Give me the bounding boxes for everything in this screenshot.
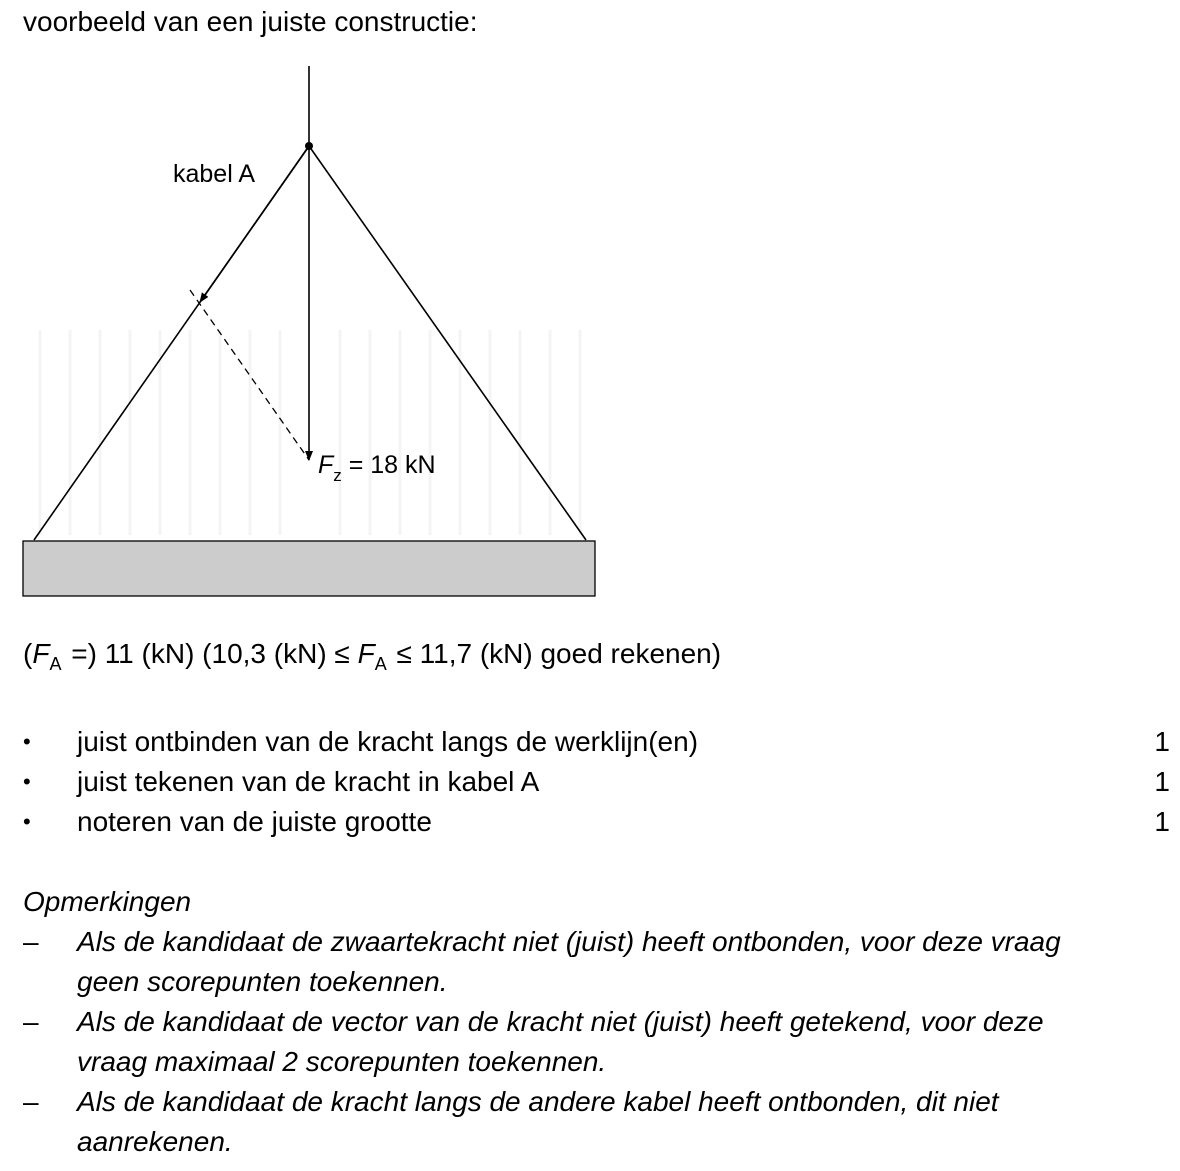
criterion-text: noteren van de juiste grootte bbox=[77, 806, 432, 837]
background-hatching bbox=[40, 330, 580, 535]
dash-icon: – bbox=[23, 926, 39, 957]
bullet-icon: • bbox=[23, 809, 31, 834]
criterion-text: juist ontbinden van de kracht langs de werklijn(en) bbox=[77, 726, 699, 757]
criterion-points: 1 bbox=[1154, 726, 1170, 757]
intro-text: voorbeeld van een juiste constructie: bbox=[23, 6, 478, 37]
dash-icon: – bbox=[23, 1006, 39, 1037]
remark-item bbox=[23, 1082, 1117, 1162]
gravity-force-label: $F_z = 18$ kN bbox=[318, 451, 436, 485]
remark-text: Als de kandidaat de zwaartekracht niet (juist) heeft ontbonden, voor deze vraag geen scorepunten toekennen. bbox=[77, 926, 1061, 997]
criterion-row bbox=[0, 802, 1180, 842]
scoring-criteria bbox=[0, 722, 1180, 842]
remark-item bbox=[23, 1002, 1117, 1082]
criterion-row bbox=[0, 762, 1180, 802]
result-line: ($F_A$ =) 11 (kN) (10,3 $(kN) \le F_A \le 11,7$ (kN) goed rekenen) bbox=[23, 638, 722, 674]
bullet-icon: • bbox=[23, 769, 31, 794]
force-construction-diagram bbox=[0, 0, 620, 610]
remark-item bbox=[23, 922, 1117, 1002]
remark-text: Als de kandidaat de kracht langs de andere kabel heeft ontbonden, dit niet aanrekenen. bbox=[77, 1086, 999, 1157]
criterion-text: juist tekenen van de kracht in kabel A bbox=[77, 766, 540, 797]
cable-a-label: kabel A bbox=[173, 160, 256, 188]
remarks-heading: Opmerkingen bbox=[23, 886, 192, 917]
cable-b bbox=[309, 146, 586, 540]
criterion-row bbox=[0, 722, 1180, 762]
criterion-points: 1 bbox=[1154, 806, 1170, 837]
dash-icon: – bbox=[23, 1086, 39, 1117]
criterion-points: 1 bbox=[1154, 766, 1170, 797]
load-block bbox=[23, 541, 595, 596]
remark-text: Als de kandidaat de vector van de kracht niet (juist) heeft getekend, voor deze vraag maximaal 2 scorepunten toekennen. bbox=[77, 1006, 1044, 1077]
bullet-icon: • bbox=[23, 729, 31, 754]
